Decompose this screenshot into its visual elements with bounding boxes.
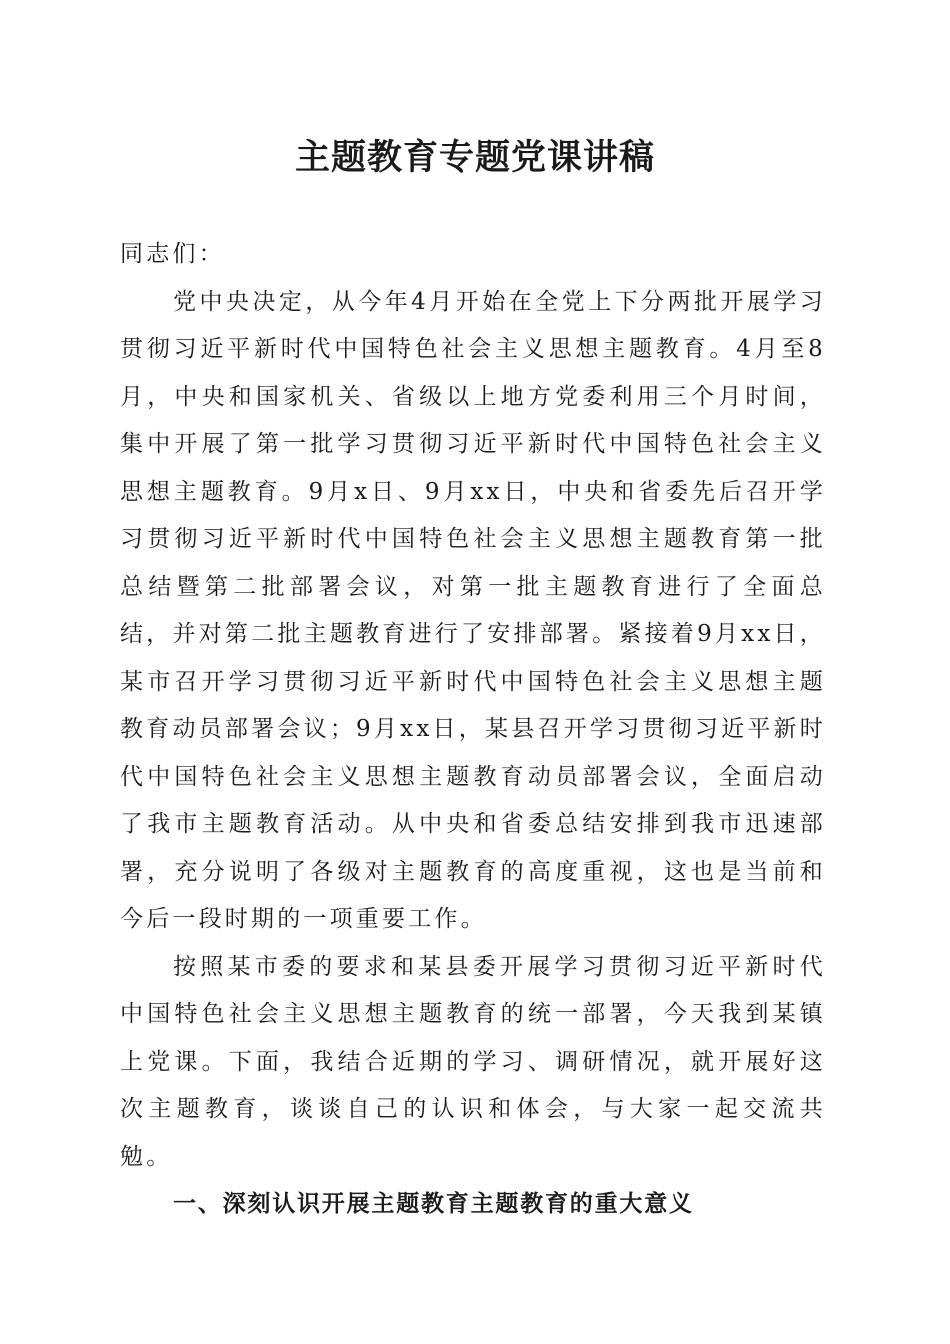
- salutation: 同志们：: [120, 241, 225, 267]
- paragraph-2: 按照某市委的要求和某县委开展学习贯彻习近平新时代中国特色社会主义思想主题教育的统一部署，今天我到某镇上党课。下面，我结合近期的学习、调研情况，就开展好这次主题教育，谈谈自己的认识和体会，与大家一起交流共勉。: [120, 953, 826, 1170]
- document-title: 主题教育专题党课讲稿: [294, 137, 655, 178]
- document-body: [120, 231, 826, 1229]
- paragraph-1: 党中央决定，从今年4月开始在全党上下分两批开展学习贯彻习近平新时代中国特色社会主义思想主题教育。4月至8月，中央和国家机关、省级以上地方党委利用三个月时间，集中开展了第一批学习贯彻习近平新时代中国特色社会主义思想主题教育。9月x日、9月xx日，中央和省委先后召开学习贯彻习近平新时代中国特色社会主义思想主题教育第一批总结暨第二批部署会议，对第一批主题教育进行了全面总结，并对第二批主题教育进行了安排部署。紧接着9月xx日，某市召开学习贯彻习近平新时代中国特色社会主义思想主题教育动员部署会议；9月xx日，某县召开学习贯彻习近平新时代中国特色社会主义思想主题教育动员部署会议，全面启动了我市主题教育活动。从中央和省委总结安排到我市迅速部署，充分说明了各级对主题教育的高度重视，这也是当前和今后一段时期的一项重要工作。: [120, 288, 826, 932]
- section-heading-1: 一、深刻认识开展主题教育主题教育的重大意义: [173, 1191, 694, 1217]
